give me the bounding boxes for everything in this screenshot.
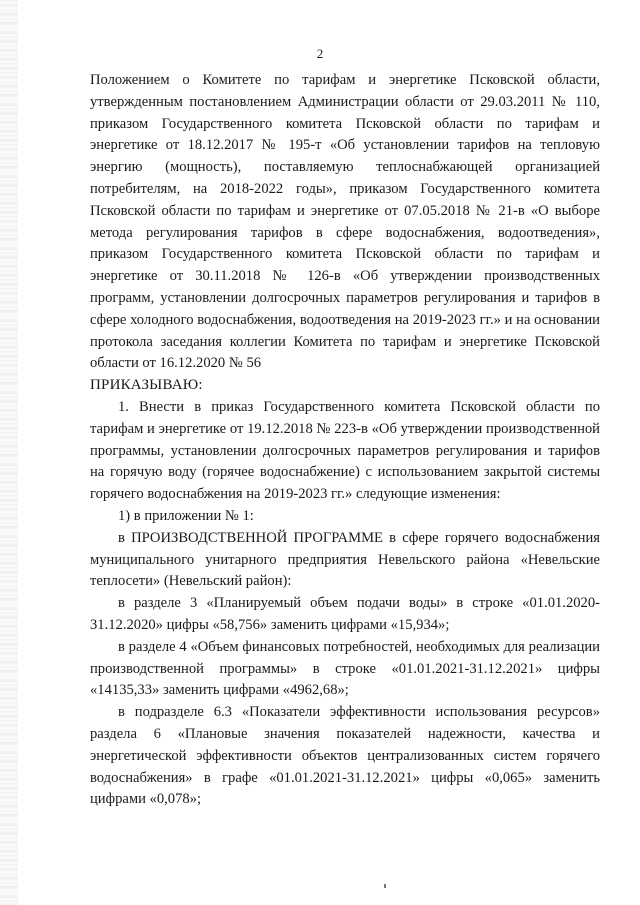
scan-shadow-edge — [0, 0, 18, 905]
sub-item-1-paragraph: 1) в приложении № 1: — [118, 507, 254, 524]
item-1-paragraph: 1. Внести в приказ Государственного комитета Псковской области по тарифам и энергетике от 19.12.2018 № 223-в «Об утверждении производственной программы, установлении долгосрочных параметров регулирования и тарифов на горячую воду (горячее водоснабжение) с использованием закрытой системы горячего водоснабжения на 2019-2023 гг.» следующие изменения: — [90, 398, 600, 503]
page-number: 2 — [316, 46, 324, 61]
scan-speck — [384, 884, 386, 888]
program-paragraph: в ПРОИЗВОДСТВЕННОЙ ПРОГРАММЕ в сфере горячего водоснабжения муниципального унитарного предприятия Невельского района «Невельские теплосети» (Невельский район): — [90, 529, 600, 590]
document-body — [90, 70, 600, 811]
section-3-paragraph: в разделе 3 «Планируемый объем подачи воды» в строке «01.01.2020-31.12.2020» цифры «58,756» заменить цифрами «15,934»; — [90, 595, 600, 633]
order-heading: ПРИКАЗЫВАЮ: — [90, 377, 203, 394]
subsection-6-3-paragraph: в подразделе 6.3 «Показатели эффективности использования ресурсов» раздела 6 «Плановые значения показателей надежности, качества и энергетической эффективности объектов централизованных систем горячего водоснабжения» в графе «01.01.2021-31.12.2021» цифры «0,065» заменить цифрами «0,078»; — [90, 704, 600, 808]
section-4-paragraph: в разделе 4 «Объем финансовых потребностей, необходимых для реализации производственной программы» в строке «01.01.2021-31.12.2021» цифры «14135,33» заменить цифрами «4962,68»; — [90, 638, 600, 699]
intro-paragraph: Положением о Комитете по тарифам и энергетике Псковской области, утвержденным постановлением Администрации области от 29.03.2011 № 110, приказом Государственного комитета Псковской области по тарифам и энергетике от 18.12.2017 № 195-т «Об установлении тарифов на тепловую энергию (мощность), поставляемую теплоснабжающей организацией потребителям, на 2018-2022 годы», приказом Государственного комитета Псковской области по тарифам и энергетике от 07.05.2018 № 21-в «О выборе метода регулирования тарифов в сфере водоснабжения, водоотведения», приказом Государственного комитета Псковской области по тарифам и энергетике от 30.11.2018 № 126-в «Об утверждении производственных программ, установлении долгосрочных параметров регулирования и тарифов в сфере холодного водоснабжения, водоотведения на 2019-2023 гг.» и на основании протокола заседания коллегии Комитета по тарифам и энергетике Псковской области от 16.12.2020 № 56 — [90, 72, 600, 372]
